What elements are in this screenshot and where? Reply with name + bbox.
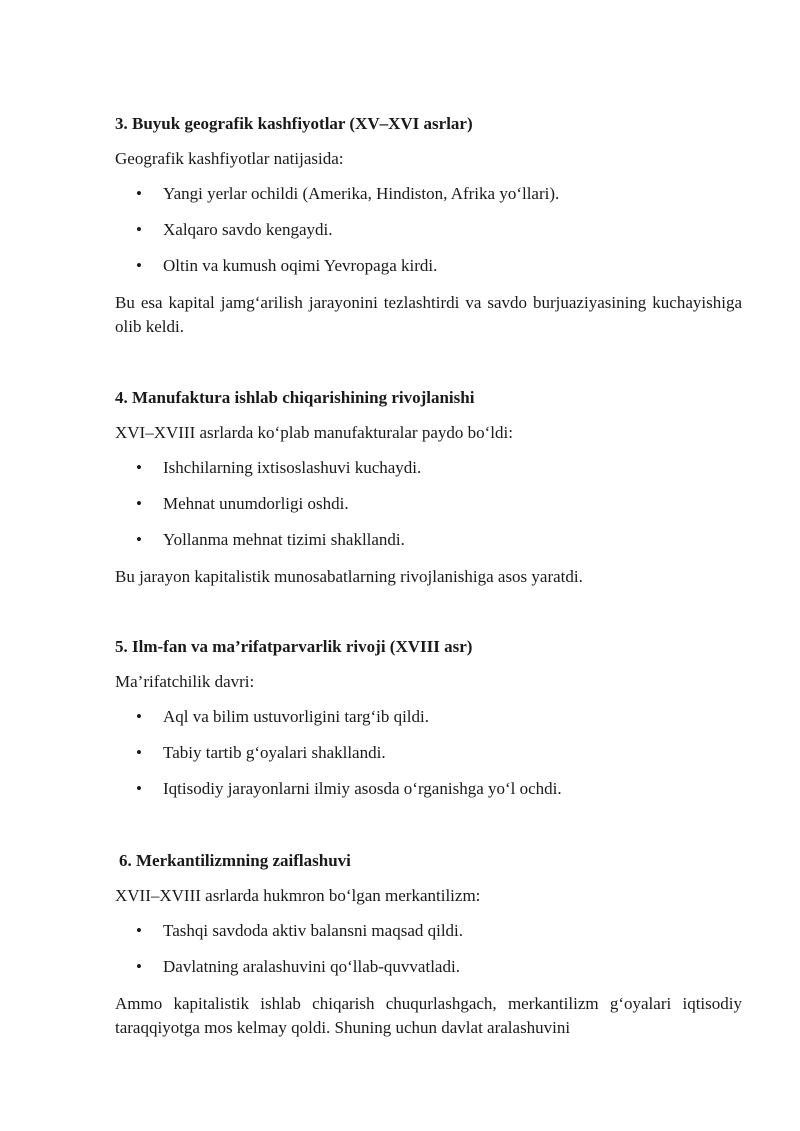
list-item [115,457,742,479]
bullet-icon: • [136,256,142,275]
bullet-icon: • [136,743,142,762]
section-4 [115,387,742,589]
section-heading: 6. Merkantilizmning zaiflashuvi [119,851,351,870]
section-paragraph: Bu esa kapital jamgʻarilish jarayonini tezlashtirdi va savdo burjuaziyasining kuchayishiga olib keldi. [115,293,742,336]
list-item-text: Oltin va kumush oqimi Yevropaga kirdi. [163,256,438,275]
list-item-text: Tashqi savdoda aktiv balansni maqsad qildi. [163,921,464,940]
list-item [115,183,742,205]
list-item [115,742,742,764]
list-item-text: Tabiy tartib gʻoyalari shakllandi. [163,743,386,762]
bullet-icon: • [136,779,142,798]
list-item [115,219,742,241]
section-intro: XVI–XVIII asrlarda koʻplab manufakturalar paydo boʻldi: [115,423,513,442]
list-item [115,529,742,551]
section-heading: 4. Manufaktura ishlab chiqarishining rivojlanishi [115,388,475,407]
section-heading: 3. Buyuk geografik kashfiyotlar (XV–XVI asrlar) [115,114,473,133]
list-item-text: Ishchilarning ixtisoslashuvi kuchaydi. [163,458,422,477]
bullet-icon: • [136,707,142,726]
bullet-list [115,183,742,277]
list-item [115,255,742,277]
bullet-icon: • [136,921,142,940]
bullet-icon: • [136,220,142,239]
section-paragraph: Bu jarayon kapitalistik munosabatlarning rivojlanishiga asos yaratdi. [115,567,583,586]
list-item-text: Mehnat unumdorligi oshdi. [163,494,349,513]
section-6 [115,850,742,1040]
bullet-icon: • [136,530,142,549]
list-item [115,706,742,728]
bullet-icon: • [136,957,142,976]
section-3 [115,113,742,339]
section-intro: Geografik kashfiyotlar natijasida: [115,149,344,168]
list-item [115,778,742,800]
bullet-icon: • [136,184,142,203]
section-paragraph: Ammo kapitalistik ishlab chiqarish chuqurlashgach, merkantilizm gʻoyalari iqtisodiy taraqqiyotga mos kelmay qoldi. Shuning uchun davlat aralashuvini [115,994,742,1037]
bullet-list [115,706,742,800]
bullet-icon: • [136,494,142,513]
list-item [115,920,742,942]
list-item-text: Davlatning aralashuvini qoʻllab-quvvatladi. [163,957,460,976]
bullet-list [115,920,742,978]
list-item-text: Yangi yerlar ochildi (Amerika, Hindiston, Afrika yoʻllari). [163,184,560,203]
section-heading: 5. Ilm-fan va ma’rifatparvarlik rivoji (XVIII asr) [115,637,473,656]
list-item-text: Yollanma mehnat tizimi shakllandi. [163,530,405,549]
list-item [115,956,742,978]
bullet-icon: • [136,458,142,477]
section-intro: Ma’rifatchilik davri: [115,672,255,691]
list-item-text: Iqtisodiy jarayonlarni ilmiy asosda oʻrganishga yoʻl ochdi. [163,779,562,798]
list-item [115,493,742,515]
list-item-text: Xalqaro savdo kengaydi. [163,220,333,239]
section-intro: XVII–XVIII asrlarda hukmron boʻlgan merkantilizm: [115,886,481,905]
section-5 [115,636,742,814]
list-item-text: Aql va bilim ustuvorligini targʻib qildi. [163,707,430,726]
bullet-list [115,457,742,551]
